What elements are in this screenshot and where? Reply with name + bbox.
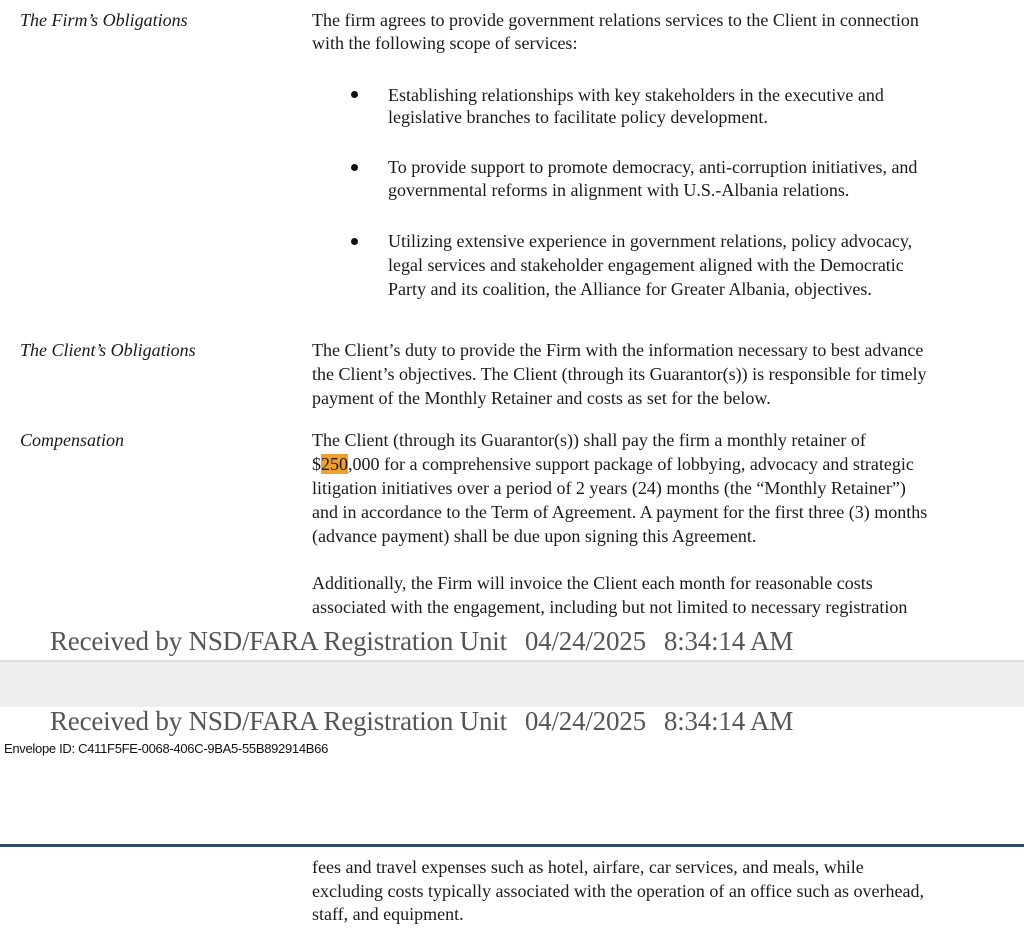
- bullet-line: To provide support to promote democracy, anti-corruption initiatives, and: [388, 157, 918, 177]
- bullet-line: governmental reforms in alignment with U.S.-Albania relations.: [388, 180, 850, 200]
- stamp-time: 8:34:14 AM: [663, 626, 794, 656]
- highlighted-amount: 250: [321, 454, 348, 474]
- body-line: payment of the Monthly Retainer and costs as set for the below.: [312, 388, 771, 408]
- page-separator: [0, 660, 1024, 707]
- stamp-date: 04/24/2025: [524, 706, 646, 736]
- bullet-line: Utilizing extensive experience in government relations, policy advocacy,: [388, 231, 913, 251]
- bullet-icon: [351, 164, 358, 171]
- bullet-icon: [351, 238, 358, 245]
- body-line: staff, and equipment.: [312, 904, 464, 924]
- stamp-time: 8:34:14 AM: [663, 706, 794, 736]
- amount-prefix: $: [312, 454, 321, 474]
- stamp-text: Received by NSD/FARA Registration Unit: [50, 626, 507, 656]
- bullet-icon: [351, 91, 358, 98]
- body-line: The Client (through its Guarantor(s)) shall pay the firm a monthly retainer of: [312, 430, 866, 450]
- retainer-amount-line: [312, 453, 914, 475]
- body-line: fees and travel expenses such as hotel, airfare, car services, and meals, while: [312, 857, 864, 877]
- bullet-line: Party and its coalition, the Alliance for Greater Albania, objectives.: [388, 279, 872, 299]
- body-line: Additionally, the Firm will invoice the Client each month for reasonable costs: [312, 573, 873, 593]
- body-line: associated with the engagement, including but not limited to necessary registration: [312, 597, 908, 617]
- bullet-line: Establishing relationships with key stakeholders in the executive and: [388, 85, 884, 105]
- firm-obligations-label: The Firm’s Obligations: [20, 10, 188, 30]
- body-line: the Client’s objectives. The Client (through its Guarantor(s)) is responsible for timely: [312, 364, 927, 384]
- envelope-id: Envelope ID: C411F5FE-0068-406C-9BA5-55B892914B66: [4, 741, 328, 756]
- fara-received-stamp: [50, 626, 793, 656]
- compensation-label: Compensation: [20, 430, 125, 450]
- amount-rest: ,000 for a comprehensive support package of lobbying, advocacy and strategic: [348, 454, 914, 474]
- fara-received-stamp: [50, 706, 793, 736]
- client-obligations-label: The Client’s Obligations: [20, 340, 196, 360]
- body-line: litigation initiatives over a period of 2 years (24) months (the “Monthly Retainer”): [312, 478, 906, 498]
- body-line: with the following scope of services:: [312, 33, 578, 53]
- body-line: excluding costs typically associated with the operation of an office such as overhead,: [312, 881, 924, 901]
- stamp-date: 04/24/2025: [524, 626, 646, 656]
- bullet-line: legal services and stakeholder engagement aligned with the Democratic: [388, 255, 904, 275]
- body-line: (advance payment) shall be due upon signing this Agreement.: [312, 526, 757, 546]
- body-line: The firm agrees to provide government relations services to the Client in connection: [312, 10, 919, 30]
- stamp-text: Received by NSD/FARA Registration Unit: [50, 706, 507, 736]
- header-rule: [0, 844, 1024, 847]
- bullet-line: legislative branches to facilitate policy development.: [388, 107, 768, 127]
- body-line: and in accordance to the Term of Agreement. A payment for the first three (3) months: [312, 502, 928, 522]
- body-line: The Client’s duty to provide the Firm with the information necessary to best advance: [312, 340, 924, 360]
